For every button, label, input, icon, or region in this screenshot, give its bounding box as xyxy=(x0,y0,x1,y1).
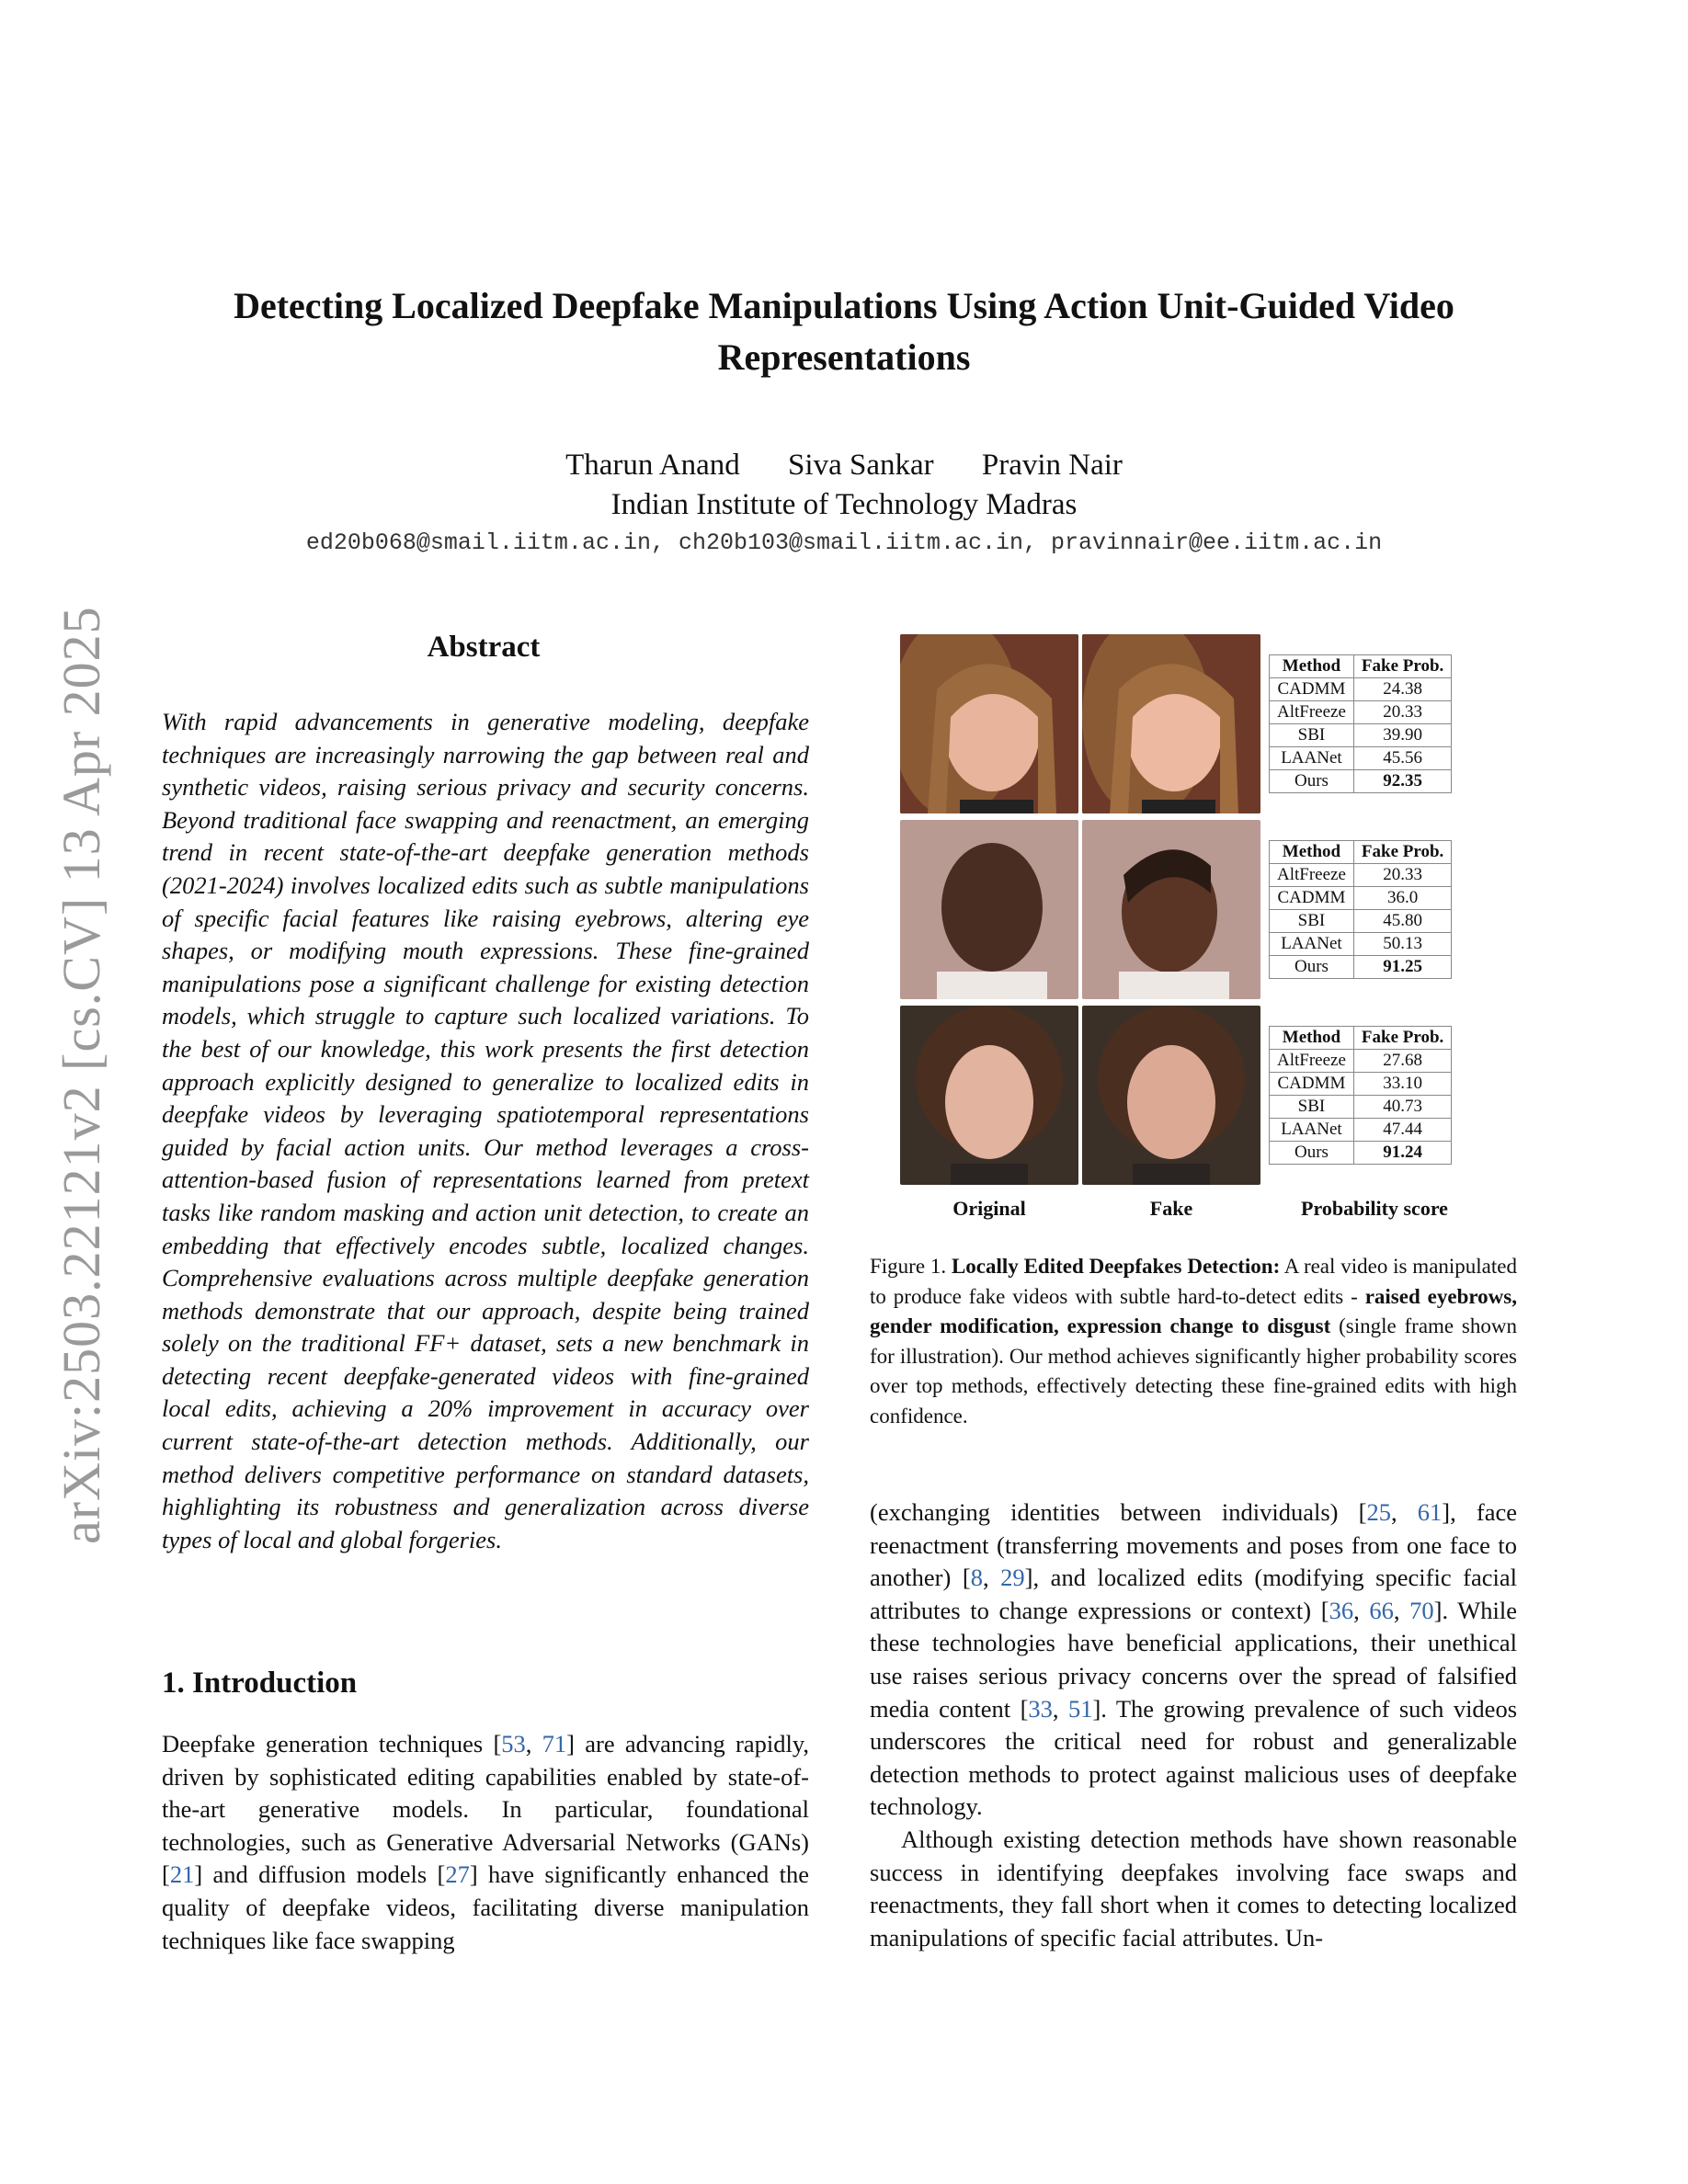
column-header: Fake Prob. xyxy=(1353,655,1451,678)
method-cell: LAANet xyxy=(1270,933,1354,956)
table-row xyxy=(1270,956,1452,979)
author-name: Pravin Nair xyxy=(981,449,1123,482)
column-header: Method xyxy=(1270,841,1354,864)
text-run: ]. While these technologies have beneficial applications, their unethical use raises serious privacy concerns over the spread of falsified media content [ xyxy=(870,1596,1517,1723)
citation-link[interactable]: 25 xyxy=(1366,1498,1391,1526)
probability-table xyxy=(1269,654,1452,793)
citation-link[interactable]: 29 xyxy=(1000,1564,1025,1592)
original-face-image xyxy=(900,820,1078,999)
score-cell: 92.35 xyxy=(1353,770,1451,793)
text-run: ] and diffusion models [ xyxy=(194,1860,446,1889)
citation-link[interactable]: 8 xyxy=(970,1564,983,1592)
citation-link[interactable]: 51 xyxy=(1067,1694,1093,1723)
author-name: Tharun Anand xyxy=(565,449,740,482)
text-run: ] have significantly enhanced the quality of deepfake videos, facilitating diverse manipulation techniques like face swapping xyxy=(162,1860,809,1954)
table-row xyxy=(1270,724,1452,747)
table-row xyxy=(1270,701,1452,724)
text-run: , xyxy=(1353,1596,1370,1624)
method-cell: CADMM xyxy=(1270,887,1354,910)
face-illustration xyxy=(1082,634,1260,813)
section-heading-introduction: 1. Introduction xyxy=(162,1666,358,1700)
author-name: Siva Sankar xyxy=(788,449,934,482)
fake-face-image xyxy=(1082,1006,1260,1185)
method-cell: SBI xyxy=(1270,910,1354,933)
table-row xyxy=(1270,910,1452,933)
title-line-2: Representations xyxy=(717,336,971,378)
citation-link[interactable]: 61 xyxy=(1417,1498,1443,1526)
method-cell: CADMM xyxy=(1270,678,1354,701)
affiliation: Indian Institute of Technology Madras xyxy=(610,488,1078,521)
text-run: A real video is manipulated to produce fake videos with subtle hard-to-detect edits - xyxy=(870,1255,1517,1308)
column-label-fake: Fake xyxy=(1149,1197,1193,1220)
citation-link[interactable]: 53 xyxy=(501,1730,526,1757)
table-header-row xyxy=(1270,841,1452,864)
face-illustration xyxy=(900,820,1078,999)
score-cell: 45.80 xyxy=(1353,910,1451,933)
method-cell: AltFreeze xyxy=(1270,864,1354,887)
score-cell: 33.10 xyxy=(1353,1073,1451,1096)
method-cell: Ours xyxy=(1270,956,1354,979)
face-illustration xyxy=(1082,820,1260,999)
abstract-text: With rapid advancements in generative modeling, deepfake techniques are increasingly narrowing the gap between real and synthetic videos, raising serious privacy and security concerns. Beyond traditional face swapping and reenactment, an emerging trend in recent state-of-the-art deepfake generation methods (2021-2024) involves localized edits such as subtle manipulations of specific facial features like raising eyebrows, altering eye shapes, or modifying mouth expressions. These fine-grained manipulations pose a significant challenge for existing detection models, which struggle to capture such localized variations. To the best of our knowledge, this work presents the first detection approach explicitly designed to generalize to localized edits in deepfake videos by leveraging spatiotemporal representations guided by facial action units. Our method leverages a cross-attention-based fusion of representations learned from pretext tasks like random masking and action unit detection, to create an embedding that effectively encodes subtle, localized changes. Comprehensive evaluations across multiple deepfake generation methods demonstrate that our approach, despite being trained solely on the traditional FF+ dataset, sets a new benchmark in detecting recent deepfake-generated videos with fine-grained local edits, achieving a 20% improvement in accuracy over current state-of-the-art detection methods. Additionally, our method delivers competitive performance on standard datasets, highlighting its robustness and generalization across diverse types of local and global forgeries. xyxy=(162,708,809,1553)
score-cell: 36.0 xyxy=(1353,887,1451,910)
table-row xyxy=(1270,770,1452,793)
column-label-original: Original xyxy=(952,1197,1026,1220)
text-run: , xyxy=(1390,1498,1418,1526)
text-run: Deepfake generation techniques [ xyxy=(162,1730,502,1757)
method-cell: SBI xyxy=(1270,724,1354,747)
body-paragraph: Although existing detection methods have shown reasonable success in identifying deepfakes involving face swaps and reenactments, they fall short when it comes to detecting localized manipulations of specific facial attributes. Un- xyxy=(870,1825,1517,1951)
citation-link[interactable]: 70 xyxy=(1409,1596,1434,1624)
author-list xyxy=(0,445,1688,485)
text-run: ] are advancing rapidly, driven by sophisticated editing capabilities enabled by state-of-the-art generative models. In particular, foundational technologies, such as Generative Adversarial Networks (GANs) [ xyxy=(162,1730,809,1889)
column-header: Fake Prob. xyxy=(1353,1027,1451,1050)
probability-table xyxy=(1269,1026,1452,1165)
method-cell: AltFreeze xyxy=(1270,1050,1354,1073)
column-header: Method xyxy=(1270,655,1354,678)
text-run: , xyxy=(982,1564,1001,1592)
table-row xyxy=(1270,887,1452,910)
face-illustration xyxy=(1082,1006,1260,1185)
citation-link[interactable]: 66 xyxy=(1369,1596,1394,1624)
original-face-image xyxy=(900,1006,1078,1185)
citation-link[interactable]: 27 xyxy=(445,1860,470,1889)
body-paragraph xyxy=(870,1496,1517,1824)
fake-face-image xyxy=(1082,634,1260,813)
score-cell: 40.73 xyxy=(1353,1096,1451,1119)
title-line-1: Detecting Localized Deepfake Manipulations Using Action Unit-Guided Video xyxy=(234,285,1454,326)
introduction-paragraph xyxy=(162,1728,809,1957)
citation-link[interactable]: 71 xyxy=(542,1730,567,1757)
text-run: ], face reenactment (transferring movements and poses from one face to another) [ xyxy=(870,1498,1518,1592)
column-header: Fake Prob. xyxy=(1353,841,1451,864)
column-header: Method xyxy=(1270,1027,1354,1050)
probability-table xyxy=(1269,840,1452,979)
figure-caption xyxy=(870,1252,1517,1431)
text-run: , xyxy=(1052,1694,1068,1723)
original-face-image xyxy=(900,634,1078,813)
citation-link[interactable]: 36 xyxy=(1329,1596,1354,1624)
author-emails: ed20b068@smail.iitm.ac.in, ch20b103@smail.iitm.ac.in, pravinnair@ee.iitm.ac.in xyxy=(305,529,1383,556)
method-cell: LAANet xyxy=(1270,1119,1354,1142)
caption-prefix: Figure 1. xyxy=(870,1255,952,1278)
score-cell: 20.33 xyxy=(1353,701,1451,724)
score-cell: 91.24 xyxy=(1353,1142,1451,1165)
score-cell: 39.90 xyxy=(1353,724,1451,747)
text-run: (exchanging identities between individuals) [ xyxy=(870,1498,1367,1526)
table-row xyxy=(1270,864,1452,887)
table-row xyxy=(1270,1073,1452,1096)
fake-face-image xyxy=(1082,820,1260,999)
face-illustration xyxy=(900,634,1078,813)
arxiv-identifier: arXiv:2503.22121v2 [cs.CV] 13 Apr 2025 xyxy=(51,606,111,1544)
text-run: (single frame shown for illustration). Our method achieves significantly higher probability scores over top methods, effectively detecting these fine-grained edits with high confidence. xyxy=(870,1314,1517,1428)
method-cell: CADMM xyxy=(1270,1073,1354,1096)
citation-link[interactable]: 33 xyxy=(1028,1694,1053,1723)
figure-1 xyxy=(897,634,1504,1223)
score-cell: 27.68 xyxy=(1353,1050,1451,1073)
method-cell: SBI xyxy=(1270,1096,1354,1119)
method-cell: LAANet xyxy=(1270,747,1354,770)
caption-emphasis: raised eyebrows, gender modification, expression change to disgust xyxy=(870,1284,1517,1337)
method-cell: Ours xyxy=(1270,770,1354,793)
caption-title: Locally Edited Deepfakes Detection: xyxy=(951,1255,1281,1278)
table-row xyxy=(1270,678,1452,701)
table-row xyxy=(1270,1050,1452,1073)
abstract-heading: Abstract xyxy=(427,631,541,664)
score-cell: 20.33 xyxy=(1353,864,1451,887)
table-row xyxy=(1270,1142,1452,1165)
table-row xyxy=(1270,747,1452,770)
table-row xyxy=(1270,1119,1452,1142)
score-cell: 50.13 xyxy=(1353,933,1451,956)
text-run: , xyxy=(1393,1596,1410,1624)
score-cell: 47.44 xyxy=(1353,1119,1451,1142)
score-cell: 45.56 xyxy=(1353,747,1451,770)
paper-title xyxy=(0,280,1688,383)
method-cell: AltFreeze xyxy=(1270,701,1354,724)
right-column-text xyxy=(870,1496,1517,1954)
table-row xyxy=(1270,1096,1452,1119)
citation-link[interactable]: 21 xyxy=(169,1860,195,1889)
text-run: ]. The growing prevalence of such videos underscores the critical need for robust and generalizable detection methods to protect against malicious uses of deepfake technology. xyxy=(870,1694,1518,1821)
table-row xyxy=(1270,933,1452,956)
column-label-probability: Probability score xyxy=(1301,1197,1448,1220)
text-run: ], and localized edits (modifying specific facial attributes to change expressions or context) [ xyxy=(870,1564,1517,1624)
score-cell: 91.25 xyxy=(1353,956,1451,979)
text-run: , xyxy=(525,1730,542,1757)
table-header-row xyxy=(1270,655,1452,678)
method-cell: Ours xyxy=(1270,1142,1354,1165)
face-illustration xyxy=(900,1006,1078,1185)
score-cell: 24.38 xyxy=(1353,678,1451,701)
table-header-row xyxy=(1270,1027,1452,1050)
